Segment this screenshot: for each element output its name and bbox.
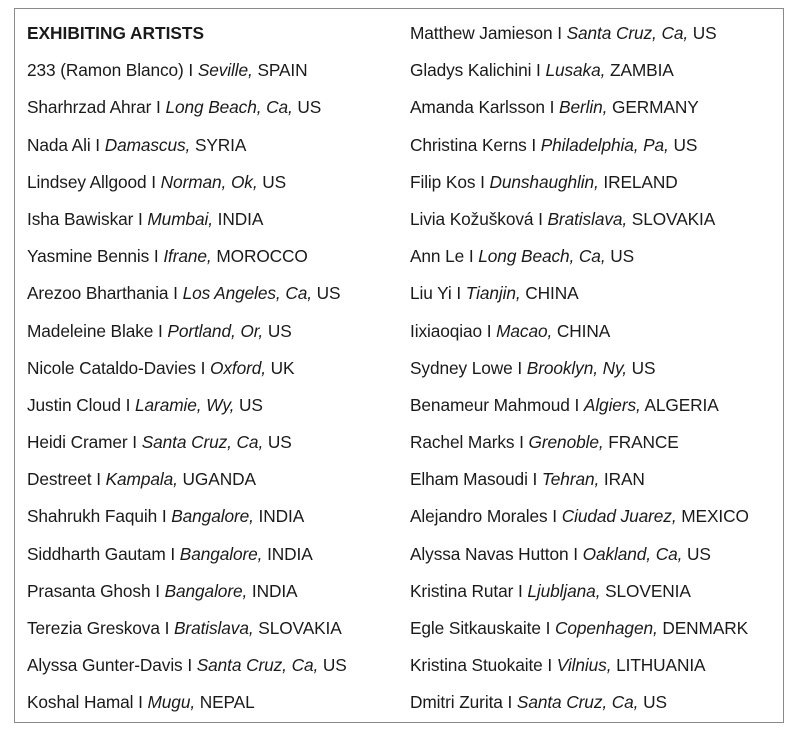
artist-country: US xyxy=(692,23,717,43)
separator: I xyxy=(125,394,131,415)
separator: I xyxy=(456,283,462,304)
separator: I xyxy=(486,320,492,341)
artist-country: US xyxy=(267,320,292,341)
artist-entry xyxy=(410,580,785,617)
artist-name: Koshal Hamal xyxy=(27,692,134,713)
separator: I xyxy=(557,23,562,43)
separator: I xyxy=(549,97,555,118)
artist-country: ZAMBIA xyxy=(609,60,674,81)
separator: I xyxy=(137,208,143,229)
artist-entry xyxy=(410,208,785,245)
artist-entry xyxy=(410,245,785,282)
artist-name: 233 (Ramon Blanco) xyxy=(27,60,184,81)
separator: I xyxy=(517,357,523,378)
artist-country: INDIA xyxy=(258,506,305,527)
artist-entry xyxy=(410,543,785,580)
separator: I xyxy=(157,320,163,341)
separator: I xyxy=(173,283,178,304)
separator: I xyxy=(574,394,580,415)
artist-entry xyxy=(27,654,397,691)
artist-country: SPAIN xyxy=(257,60,308,81)
artist-name: Sydney Lowe xyxy=(410,357,513,378)
artist-name: Kristina Stuokaite xyxy=(410,655,543,676)
separator: I xyxy=(164,618,170,638)
separator: I xyxy=(547,655,553,676)
artist-entry xyxy=(410,171,785,208)
artist-city: Ciudad Juarez, xyxy=(561,506,677,527)
artist-country: US xyxy=(687,543,711,564)
artist-city: Los Angeles, Ca, xyxy=(182,283,312,304)
separator: I xyxy=(187,655,193,676)
artist-country: ALGERIA xyxy=(644,394,719,415)
artist-city: Kampala, xyxy=(105,469,178,490)
artist-entry xyxy=(27,543,397,580)
separator: I xyxy=(155,580,160,601)
artist-name: Gladys Kalichini xyxy=(410,60,532,81)
artist-city: Copenhagen, xyxy=(554,618,658,638)
artist-name: Prasanta Ghosh xyxy=(27,580,151,601)
artist-name: Sharhrzad Ahrar xyxy=(27,97,152,118)
artist-name: Livia Kožušková xyxy=(410,208,534,229)
artist-country: SLOVAKIA xyxy=(631,208,716,229)
artist-entry xyxy=(410,505,785,542)
artist-entry xyxy=(410,617,785,654)
artist-entry xyxy=(410,59,785,96)
separator: I xyxy=(153,246,159,267)
artist-name: Ann Le xyxy=(410,246,465,267)
artist-name: Nicole Cataldo-Davies xyxy=(27,357,196,378)
artist-country: CHINA xyxy=(556,320,611,341)
separator: I xyxy=(536,60,541,81)
artist-name: Elham Masoudi xyxy=(410,469,528,490)
artist-country: SYRIA xyxy=(194,134,247,155)
artist-city: Tehran, xyxy=(541,469,600,490)
separator: I xyxy=(170,543,176,564)
artist-name: Iixiaoqiao xyxy=(410,320,483,341)
artist-country: US xyxy=(643,692,667,713)
artist-city: Mugu, xyxy=(147,692,196,713)
artist-entry xyxy=(410,320,785,357)
artist-name: Filip Kos xyxy=(410,171,476,192)
right-column xyxy=(410,22,785,729)
artist-entry xyxy=(27,134,397,171)
artist-city: Grenoble, xyxy=(528,432,604,453)
separator: I xyxy=(545,618,551,638)
artist-country: UK xyxy=(270,357,295,378)
artist-country: INDIA xyxy=(217,208,264,229)
artist-city: Lusaka, xyxy=(545,60,606,81)
artist-country: IRELAND xyxy=(603,171,678,192)
artist-country: GERMANY xyxy=(612,97,699,118)
separator: I xyxy=(532,469,538,490)
artist-name: Egle Sitkauskaite xyxy=(410,618,541,638)
artist-city: Norman, Ok, xyxy=(160,171,258,192)
artist-name: Dmitri Zurita xyxy=(410,692,503,713)
artist-country: NEPAL xyxy=(199,692,255,713)
artist-country: US xyxy=(297,97,322,118)
artist-name: Christina Kerns xyxy=(410,134,527,155)
artist-city: Macao, xyxy=(496,320,553,341)
artist-country: US xyxy=(239,394,263,415)
artist-city: Santa Cruz, Ca, xyxy=(141,432,264,453)
artist-entry xyxy=(410,96,785,133)
artist-entry xyxy=(410,22,785,59)
separator: I xyxy=(538,208,543,229)
artist-entry xyxy=(27,245,397,282)
artist-entry xyxy=(27,431,397,468)
artist-country: US xyxy=(610,246,635,267)
artist-country: DENMARK xyxy=(662,618,749,638)
artist-country: LITHUANIA xyxy=(616,655,706,676)
artist-city: Seville, xyxy=(197,60,253,81)
artist-name: Arezoo Bharthania xyxy=(27,283,169,304)
artist-country: SLOVENIA xyxy=(605,580,691,601)
artist-country: INDIA xyxy=(267,543,313,564)
separator: I xyxy=(200,357,206,378)
artist-city: Bangalore, xyxy=(179,543,263,564)
separator: I xyxy=(507,692,513,713)
artist-city: Santa Cruz, Ca, xyxy=(516,692,639,713)
artist-entry xyxy=(410,468,785,505)
artist-country: US xyxy=(322,655,347,676)
section-heading: EXHIBITING ARTISTS xyxy=(27,23,204,43)
artist-entry xyxy=(27,320,397,357)
artist-entry xyxy=(27,59,397,96)
artist-city: Bratislava, xyxy=(547,208,628,229)
artist-city: Dunshaughlin, xyxy=(489,171,599,192)
artist-country: FRANCE xyxy=(608,432,679,453)
artist-entry xyxy=(27,468,397,505)
artist-entry xyxy=(27,282,397,319)
artist-country: US xyxy=(262,171,287,192)
artist-name: Alyssa Gunter-Davis xyxy=(27,655,183,676)
artist-country: US xyxy=(673,134,698,155)
artist-country: US xyxy=(316,283,341,304)
artist-entry xyxy=(410,431,785,468)
separator: I xyxy=(480,171,485,192)
artist-name: Lindsey Allgood xyxy=(27,171,147,192)
separator: I xyxy=(519,432,524,453)
artist-city: Berlin, xyxy=(559,97,608,118)
artist-entry xyxy=(27,208,397,245)
artist-country: CHINA xyxy=(525,283,579,304)
artist-name: Matthew Jamieson xyxy=(410,23,553,43)
artist-entry xyxy=(27,580,397,617)
artist-name: Liu Yi xyxy=(410,283,452,304)
separator: I xyxy=(518,580,523,601)
artist-city: Bangalore, xyxy=(164,580,248,601)
artist-name: Shahrukh Faquih xyxy=(27,506,158,527)
artist-city: Ifrane, xyxy=(163,246,212,267)
artist-city: Oakland, Ca, xyxy=(582,543,683,564)
artist-entry xyxy=(410,357,785,394)
artist-city: Bangalore, xyxy=(171,506,254,527)
separator: I xyxy=(132,432,137,453)
artist-entry xyxy=(410,282,785,319)
artist-name: Destreet xyxy=(27,469,92,490)
artist-entry xyxy=(410,394,785,431)
artist-entry xyxy=(27,505,397,542)
separator: I xyxy=(138,692,143,713)
artist-entry xyxy=(410,654,785,691)
artist-entry xyxy=(27,96,397,133)
artist-entry xyxy=(27,394,397,431)
separator: I xyxy=(188,60,194,81)
left-column xyxy=(27,22,397,729)
artist-entry xyxy=(27,171,397,208)
artist-city: Tianjin, xyxy=(465,283,521,304)
artist-city: Long Beach, Ca, xyxy=(165,97,293,118)
artist-city: Santa Cruz, Ca, xyxy=(196,655,319,676)
artist-country: UGANDA xyxy=(182,469,256,490)
artist-city: Long Beach, Ca, xyxy=(478,246,606,267)
artist-name: Kristina Rutar xyxy=(410,580,514,601)
artist-country: INDIA xyxy=(251,580,298,601)
artist-city: Mumbai, xyxy=(147,208,213,229)
artist-entry xyxy=(27,357,397,394)
artist-name: Heidi Cramer xyxy=(27,432,128,453)
artist-country: MOROCCO xyxy=(216,246,308,267)
artist-city: Brooklyn, Ny, xyxy=(526,357,627,378)
separator: I xyxy=(552,506,557,527)
artist-city: Vilnius, xyxy=(556,655,612,676)
artist-name: Nada Ali xyxy=(27,134,91,155)
separator: I xyxy=(156,97,161,118)
separator: I xyxy=(161,506,167,527)
artist-city: Portland, Or, xyxy=(167,320,264,341)
artist-city: Oxford, xyxy=(209,357,266,378)
artist-city: Santa Cruz, Ca, xyxy=(566,23,689,43)
artist-name: Siddharth Gautam xyxy=(27,543,166,564)
separator: I xyxy=(573,543,578,564)
separator: I xyxy=(531,134,537,155)
separator: I xyxy=(151,171,156,192)
artists-list-box xyxy=(14,8,784,723)
artist-city: Laramie, Wy, xyxy=(135,394,235,415)
artist-city: Bratislava, xyxy=(173,618,254,638)
artist-entry xyxy=(27,617,397,654)
artist-city: Philadelphia, Pa, xyxy=(540,134,669,155)
artist-country: SLOVAKIA xyxy=(258,618,342,638)
artist-entry xyxy=(410,134,785,171)
artist-name: Justin Cloud xyxy=(27,394,121,415)
artist-name: Benameur Mahmoud xyxy=(410,394,570,415)
artist-name: Alejandro Morales xyxy=(410,506,548,527)
artist-country: IRAN xyxy=(603,469,645,490)
artist-name: Madeleine Blake xyxy=(27,320,154,341)
artist-city: Algiers, xyxy=(583,394,641,415)
separator: I xyxy=(95,134,100,155)
artist-entry xyxy=(410,691,785,728)
artist-city: Ljubljana, xyxy=(527,580,601,601)
artist-entry xyxy=(27,691,397,728)
artist-city: Damascus, xyxy=(104,134,191,155)
artist-country: US xyxy=(267,432,292,453)
artist-country: MEXICO xyxy=(681,506,749,527)
artist-name: Rachel Marks xyxy=(410,432,515,453)
artist-country: US xyxy=(631,357,656,378)
separator: I xyxy=(468,246,474,267)
artist-name: Isha Bawiskar xyxy=(27,208,134,229)
artist-name: Terezia Greskova xyxy=(27,618,160,638)
artist-name: Alyssa Navas Hutton xyxy=(410,543,569,564)
separator: I xyxy=(96,469,101,490)
artist-name: Amanda Karlsson xyxy=(410,97,545,118)
artist-name: Yasmine Bennis xyxy=(27,246,150,267)
